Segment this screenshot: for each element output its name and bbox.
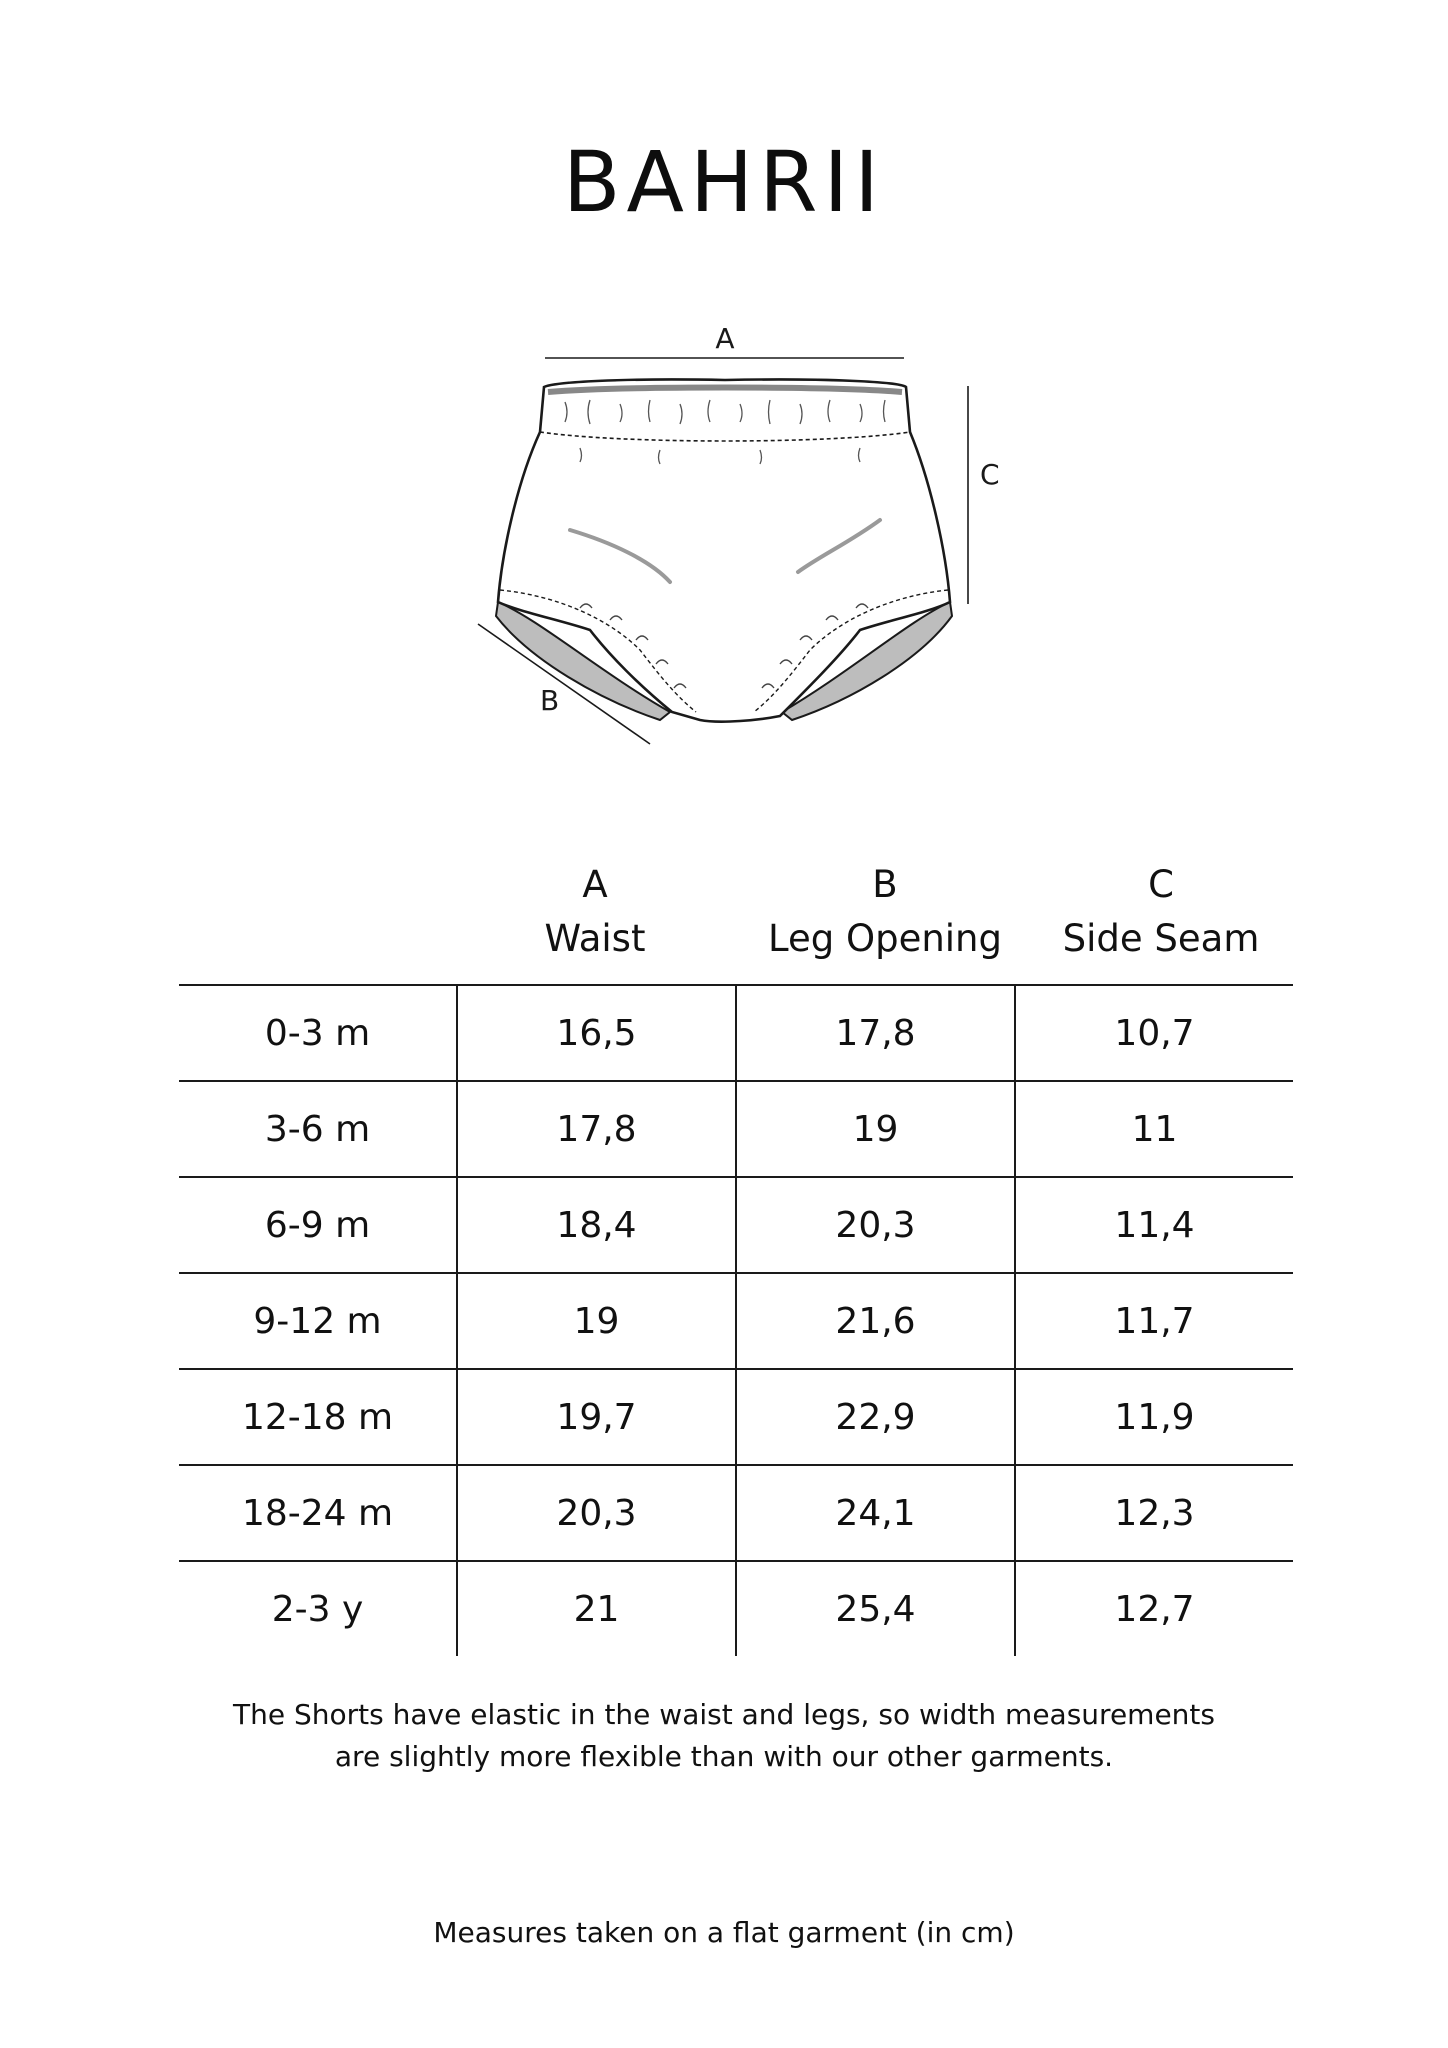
note-line: The Shorts have elastic in the waist and legs, so width measurements bbox=[233, 1698, 1215, 1731]
seam-cell: 10,7 bbox=[1015, 985, 1293, 1081]
size-cell: 6-9 m bbox=[179, 1177, 457, 1273]
waist-cell: 19,7 bbox=[457, 1369, 736, 1465]
seam-cell: 11,4 bbox=[1015, 1177, 1293, 1273]
size-cell: 2-3 y bbox=[179, 1561, 457, 1656]
table-row bbox=[179, 1369, 1293, 1465]
leg-cell: 24,1 bbox=[736, 1465, 1015, 1561]
elastic-note bbox=[0, 1694, 1448, 1778]
dimension-a-label: A bbox=[715, 322, 735, 355]
waist-cell: 21 bbox=[457, 1561, 736, 1656]
dimension-c-label: C bbox=[980, 458, 1000, 491]
waist-cell: 19 bbox=[457, 1273, 736, 1369]
header-waist bbox=[478, 858, 712, 966]
table-header bbox=[0, 858, 1448, 978]
header-letter: B bbox=[872, 863, 898, 906]
table-row bbox=[179, 1561, 1293, 1656]
header-side-seam bbox=[1030, 858, 1292, 966]
size-cell: 0-3 m bbox=[179, 985, 457, 1081]
measurement-footnote: Measures taken on a flat garment (in cm) bbox=[433, 1916, 1015, 1949]
header-leg-opening bbox=[754, 858, 1016, 966]
waist-cell: 18,4 bbox=[457, 1177, 736, 1273]
header-letter: C bbox=[1148, 863, 1174, 906]
size-cell: 9-12 m bbox=[179, 1273, 457, 1369]
leg-cell: 21,6 bbox=[736, 1273, 1015, 1369]
leg-cell: 22,9 bbox=[736, 1369, 1015, 1465]
seam-cell: 11,9 bbox=[1015, 1369, 1293, 1465]
table-row bbox=[179, 1081, 1293, 1177]
table-row bbox=[179, 1177, 1293, 1273]
table-row bbox=[179, 1273, 1293, 1369]
size-table bbox=[179, 984, 1293, 1656]
brand-logo: BAHRII bbox=[562, 133, 886, 231]
seam-cell: 12,7 bbox=[1114, 1588, 1195, 1630]
size-cell: 3-6 m bbox=[179, 1081, 457, 1177]
leg-cell: 20,3 bbox=[736, 1177, 1015, 1273]
seam-cell: 11,7 bbox=[1015, 1273, 1293, 1369]
waist-cell: 20,3 bbox=[457, 1465, 736, 1561]
leg-cell: 19 bbox=[736, 1081, 1015, 1177]
size-cell: 12-18 m bbox=[179, 1369, 457, 1465]
leg-cell: 17,8 bbox=[736, 985, 1015, 1081]
shorts-diagram bbox=[460, 320, 1020, 760]
table-row bbox=[179, 1465, 1293, 1561]
seam-cell: 11 bbox=[1015, 1081, 1293, 1177]
size-cell: 18-24 m bbox=[179, 1465, 457, 1561]
header-label: Leg Opening bbox=[767, 917, 1002, 960]
header-label: Waist bbox=[544, 917, 646, 960]
header-letter: A bbox=[582, 863, 608, 906]
table-row bbox=[179, 985, 1293, 1081]
leg-cell: 25,4 bbox=[736, 1561, 1015, 1656]
waist-cell: 16,5 bbox=[457, 985, 736, 1081]
seam-cell: 12,3 bbox=[1015, 1465, 1293, 1561]
note-line: are slightly more flexible than with our other garments. bbox=[334, 1740, 1114, 1773]
header-label: Side Seam bbox=[1062, 917, 1260, 960]
dimension-b-label: B bbox=[540, 684, 560, 717]
waist-cell: 17,8 bbox=[457, 1081, 736, 1177]
